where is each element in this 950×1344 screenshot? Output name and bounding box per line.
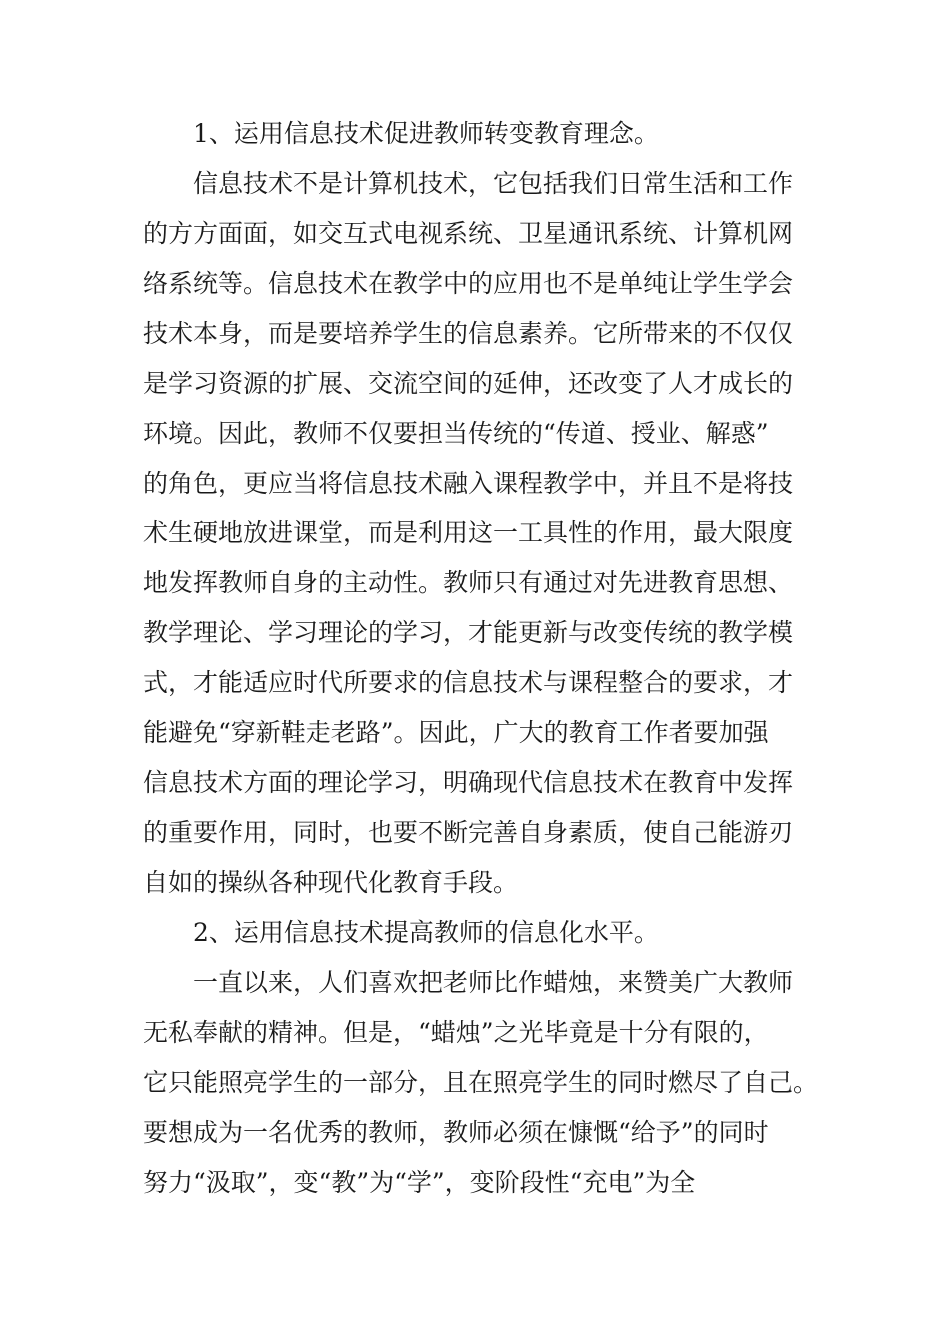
paragraph-line: 络系统等。信息技术在教学中的应用也不是单纯让学生学会	[143, 269, 794, 298]
paragraph-line: 术生硬地放进课堂，而是利用这一工具性的作用，最大限度	[143, 518, 794, 547]
paragraph-line: 的方方面面，如交互式电视系统、卫星通讯系统、计算机网	[143, 219, 794, 248]
paragraph-line: 无私奉献的精神。但是，“蜡烛”之光毕竟是十分有限的，	[143, 1018, 769, 1047]
paragraph-line: 努力“汲取”，变“教”为“学”，变阶段性“充电”为全	[143, 1168, 696, 1197]
paragraph-line: 它只能照亮学生的一部分，且在照亮学生的同时燃尽了自己。	[143, 1068, 819, 1097]
paragraph-line: 是学习资源的扩展、交流空间的延伸，还改变了人才成长的	[143, 369, 794, 398]
paragraph-line: 环境。因此，教师不仅要担当传统的“传道、授业、解惑”	[143, 419, 769, 448]
paragraph-line: 信息技术方面的理论学习，明确现代信息技术在教育中发挥	[143, 768, 794, 797]
paragraph-line: 地发挥教师自身的主动性。教师只有通过对先进教育思想、	[143, 568, 794, 597]
paragraph-line: 式，才能适应时代所要求的信息技术与课程整合的要求，才	[143, 668, 794, 697]
paragraph-line: 要想成为一名优秀的教师，教师必须在慷慨“给予”的同时	[143, 1118, 769, 1147]
heading-section-2: 2、运用信息技术提高教师的信息化水平。	[193, 918, 659, 947]
paragraph-line: 的角色，更应当将信息技术融入课程教学中，并且不是将技	[143, 469, 794, 498]
paragraph-line: 信息技术不是计算机技术，它包括我们日常生活和工作	[193, 169, 794, 198]
paragraph-line: 一直以来，人们喜欢把老师比作蜡烛，来赞美广大教师	[193, 968, 794, 997]
paragraph-line: 能避免“穿新鞋走老路”。因此，广大的教育工作者要加强	[143, 718, 769, 747]
heading-section-1: 1、运用信息技术促进教师转变教育理念。	[193, 119, 659, 148]
paragraph-line: 的重要作用，同时，也要不断完善自身素质，使自己能游刃	[143, 818, 794, 847]
paragraph-line: 教学理论、学习理论的学习，才能更新与改变传统的教学模	[143, 618, 794, 647]
paragraph-line: 技术本身，而是要培养学生的信息素养。它所带来的不仅仅	[143, 319, 794, 348]
paragraph-line: 自如的操纵各种现代化教育手段。	[143, 868, 519, 897]
